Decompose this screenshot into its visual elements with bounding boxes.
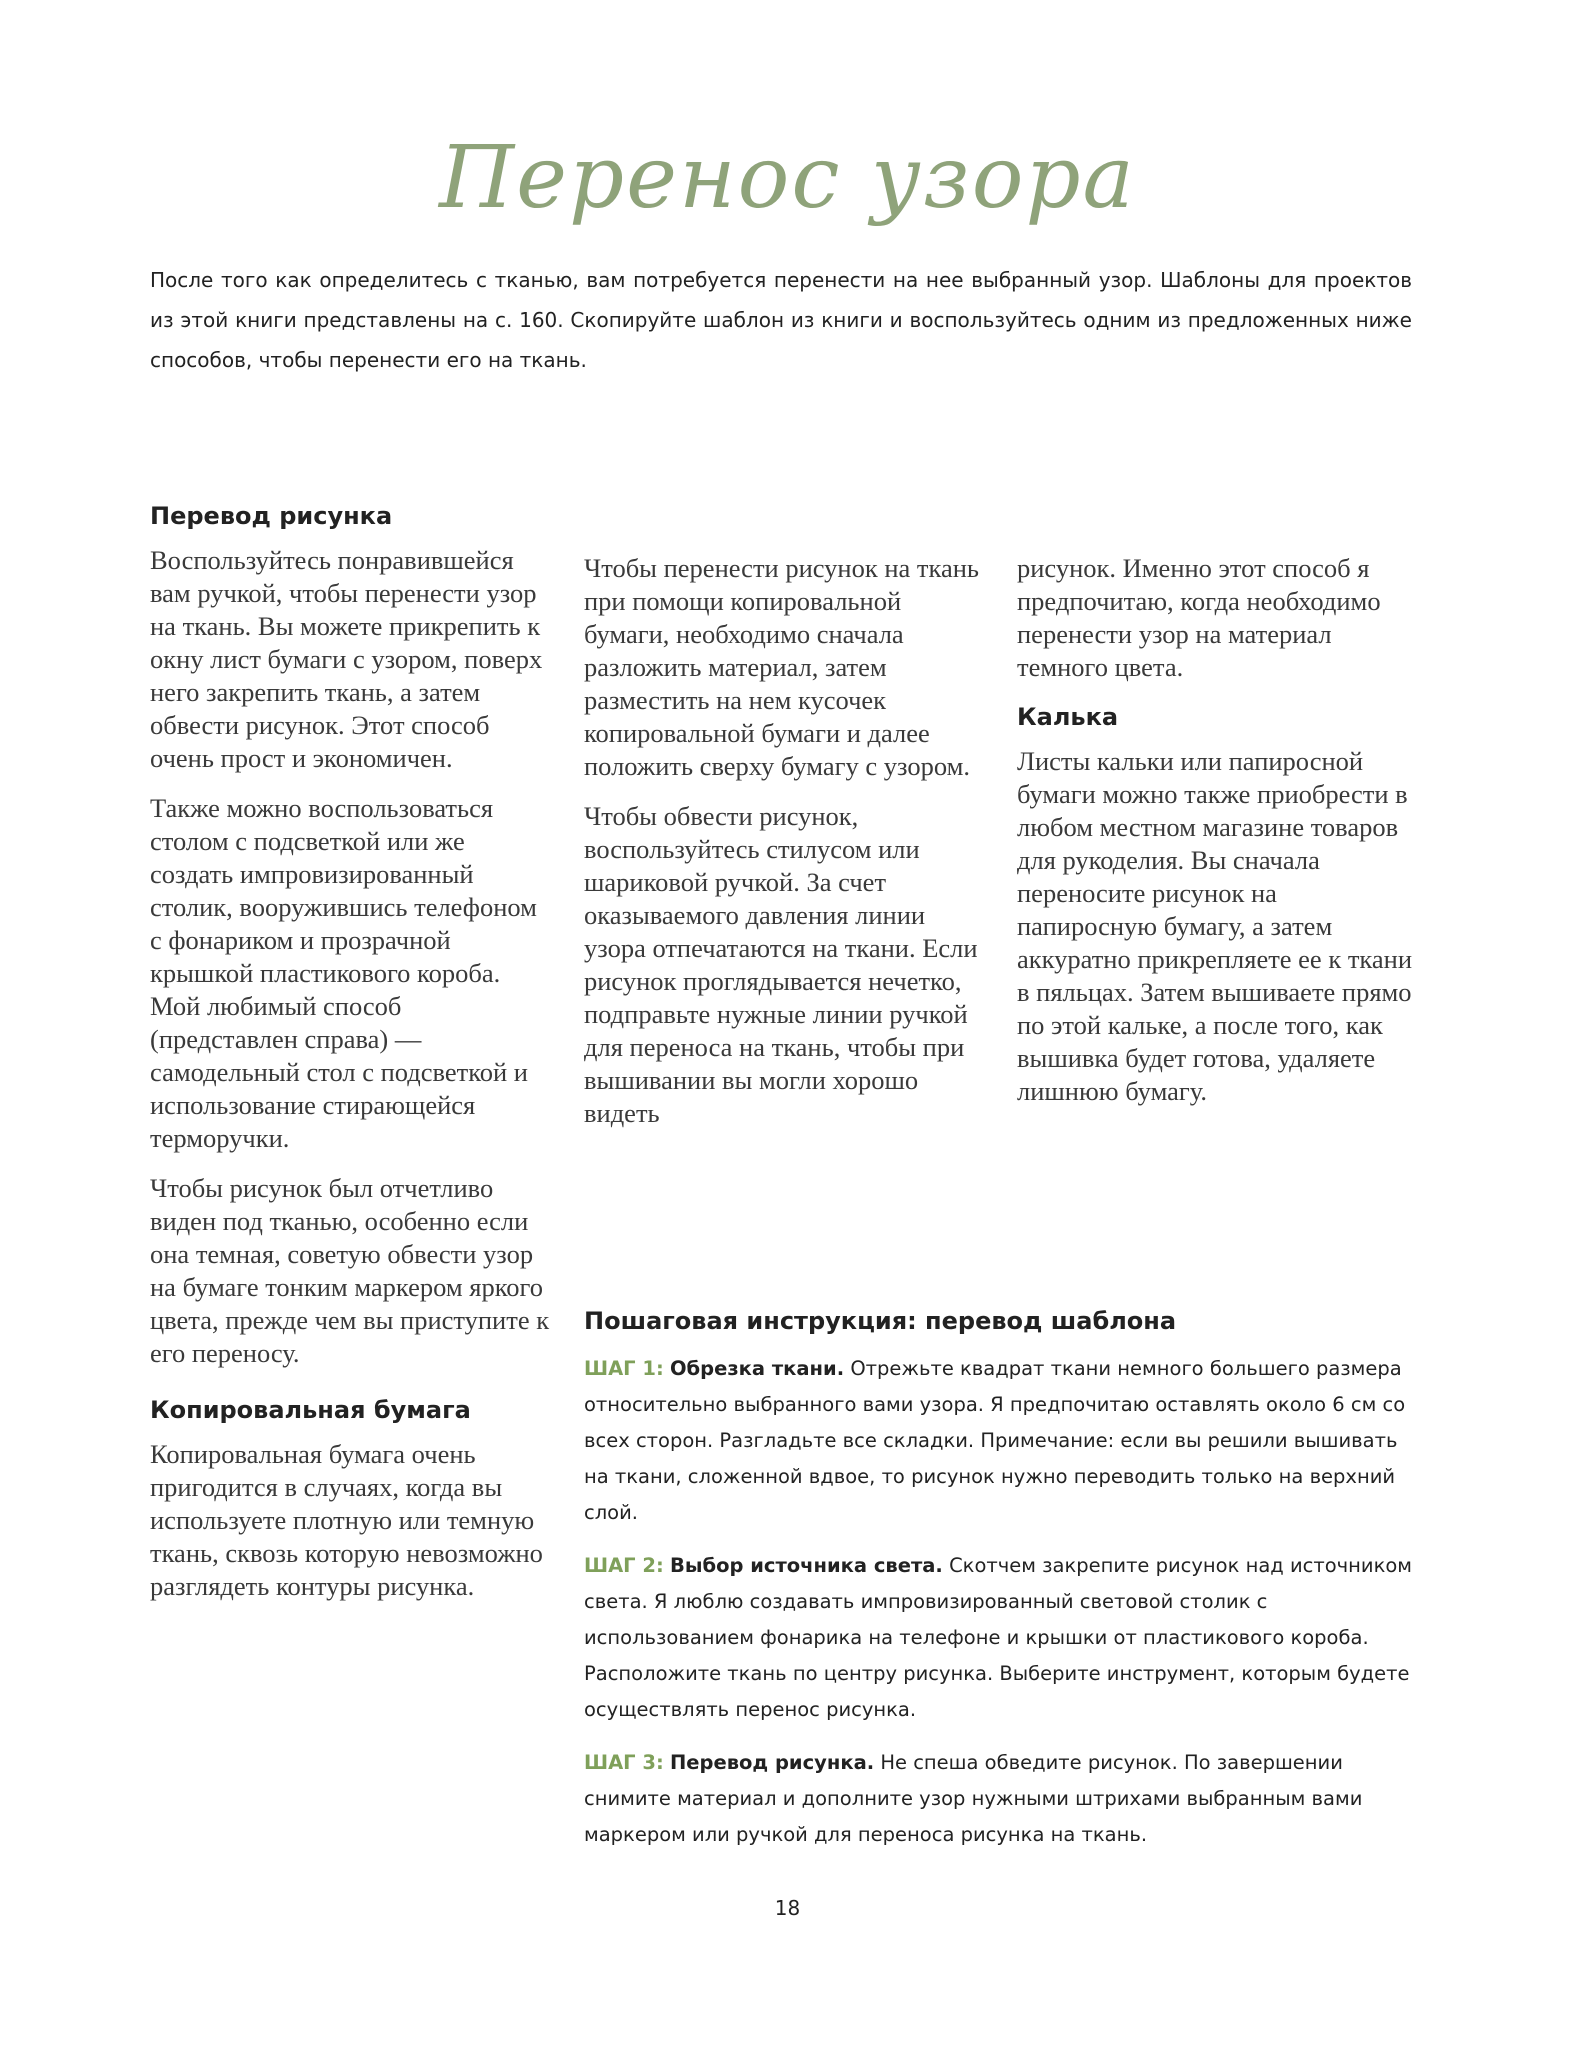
paragraph: Также можно воспользоваться столом с подсветкой или же создать импровизированный столик, вооружившись телефоном с фонариком и прозрачной крышкой пластикового короба. Мой любимый способ (представлен справа) — самодельный стол с подсветкой и использование стирающейся терморучки. bbox=[150, 793, 537, 1153]
step-3 bbox=[584, 1745, 1414, 1853]
paragraph: Копировальная бумага очень пригодится в случаях, когда вы используете плотную или темную ткань, сквозь которую невозможно разглядеть контуры рисунка. bbox=[150, 1439, 543, 1601]
column-3 bbox=[1017, 552, 1417, 1125]
step-text: Отрежьте квадрат ткани немного большего размера относительно выбранного вами узора. Я предпочитаю оставлять около 6 см со всех сторон. Разгладьте все складки. Примечание: если вы решили вышивать на ткани, сложенной вдвое, то рисунок нужно переводить только на верхний слой. bbox=[584, 1357, 1406, 1524]
steps-heading: Пошаговая инструкция: перевод шаблона bbox=[584, 1307, 1177, 1335]
page-title: Перенос узора bbox=[439, 128, 1136, 228]
paragraph: рисунок. Именно этот способ я предпочитаю, когда необходимо перенести узор на материал темного цвета. bbox=[1017, 553, 1381, 682]
page-number: 18 bbox=[774, 1896, 801, 1920]
step-label: ШАГ 2: bbox=[584, 1554, 664, 1577]
column-2 bbox=[584, 552, 984, 1147]
column-1 bbox=[150, 500, 550, 1620]
step-title: Перевод рисунка. bbox=[669, 1751, 875, 1774]
step-text: Не спеша обведите рисунок. По завершении снимите материал и дополните узор нужными штрихами выбранным вами маркером или ручкой для переноса рисунка на ткань. bbox=[584, 1751, 1363, 1846]
step-title: Выбор источника света. bbox=[669, 1554, 943, 1577]
paragraph: Листы кальки или папиросной бумаги можно также приобрести в любом местном магазине товаров для рукоделия. Вы сначала переносите рисунок на папиросную бумагу, а затем аккуратно прикрепляете ее к ткани в пяльцах. Затем вышиваете прямо по этой кальке, а после того, как вышивка будет готова, удаляете лишнюю бумагу. bbox=[1017, 746, 1413, 1106]
step-label: ШАГ 3: bbox=[584, 1751, 664, 1774]
paragraph: Чтобы обвести рисунок, воспользуйтесь стилусом или шариковой ручкой. За счет оказываемого давления линии узора отпечатаются на ткани. Если рисунок проглядывается нечетко, подправьте нужные линии ручкой для переноса на ткань, чтобы при вышивании вы могли хорошо видеть bbox=[584, 801, 978, 1128]
paragraph: Воспользуйтесь понравившейся вам ручкой, чтобы перенести узор на ткань. Вы можете прикрепить к окну лист бумаги с узором, поверх него закрепить ткань, а затем обвести рисунок. Этот способ очень прост и экономичен. bbox=[150, 545, 543, 773]
intro-paragraph: После того как определитесь с тканью, вам потребуется перенести на нее выбранный узор. Шаблоны для проектов из этой книги представлены на с. 160. Скопируйте шаблон из книги и воспользуйтесь одним из предложенных ниже способов, чтобы перенести его на ткань. bbox=[150, 268, 1412, 372]
section-heading-tracing: Калька bbox=[1017, 703, 1119, 731]
step-text: Скотчем закрепите рисунок над источником света. Я люблю создавать импровизированный световой столик с использованием фонарика на телефоне и крышки от пластикового короба. Расположите ткань по центру рисунка. Выберите инструмент, которым будете осуществлять перенос рисунка. bbox=[584, 1554, 1413, 1721]
section-heading-drawing: Перевод рисунка bbox=[150, 502, 393, 530]
step-2 bbox=[584, 1548, 1414, 1728]
step-1 bbox=[584, 1351, 1414, 1531]
paragraph: Чтобы перенести рисунок на ткань при помощи копировальной бумаги, необходимо сначала разложить материал, затем разместить на нем кусочек копировальной бумаги и далее положить сверху бумагу с узором. bbox=[584, 553, 980, 781]
section-heading-carbon: Копировальная бумага bbox=[150, 1396, 471, 1424]
paragraph: Чтобы рисунок был отчетливо виден под тканью, особенно если она темная, советую обвести узор на бумаге тонким маркером яркого цвета, прежде чем вы приступите к его переносу. bbox=[150, 1173, 550, 1368]
step-instructions bbox=[584, 1305, 1414, 1870]
step-label: ШАГ 1: bbox=[584, 1357, 664, 1380]
step-title: Обрезка ткани. bbox=[669, 1357, 845, 1380]
